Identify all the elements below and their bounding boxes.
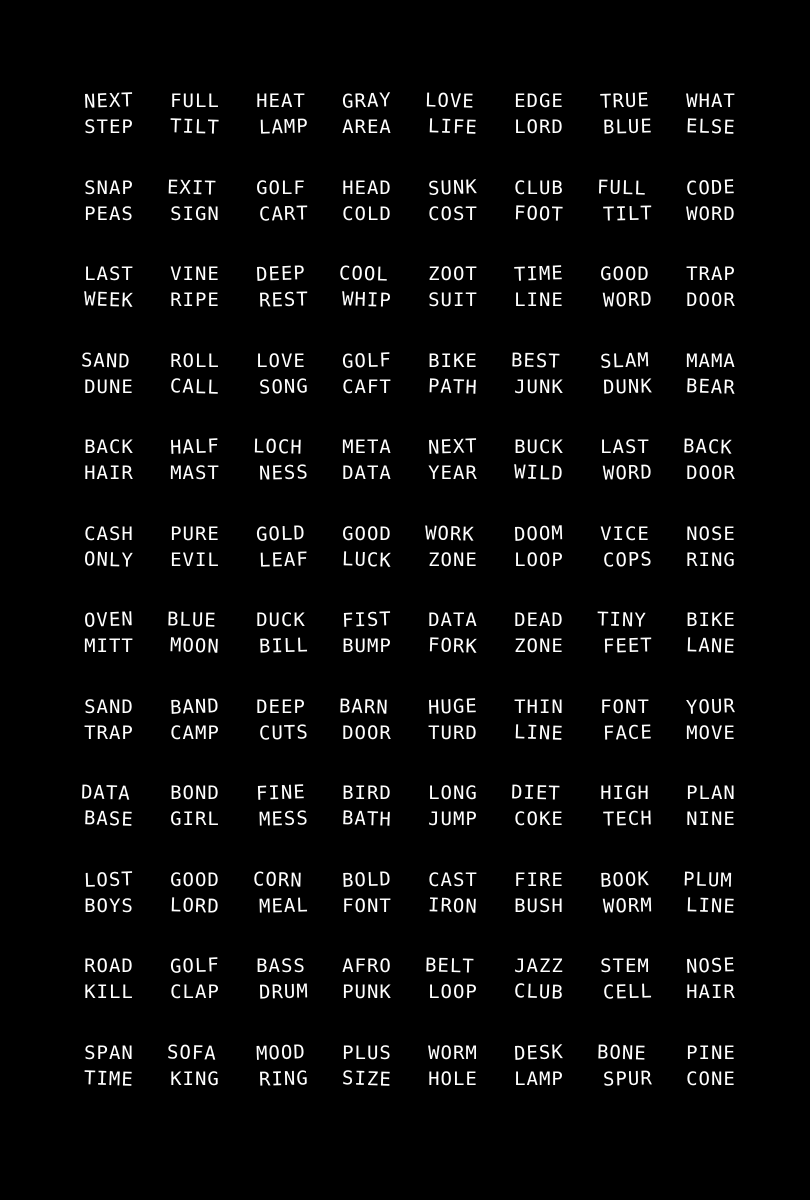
- word-pair-cell: [496, 261, 582, 348]
- word-top: BEST: [510, 348, 562, 373]
- word-bottom: LORD: [514, 116, 564, 138]
- word-top: DOOM: [513, 521, 565, 546]
- word-top: WORM: [428, 1041, 478, 1064]
- word-pair-cell: [582, 694, 668, 781]
- word-pair-cell: [582, 953, 668, 1040]
- word-top: CAST: [428, 868, 478, 891]
- word-top: SAND: [84, 695, 134, 718]
- word-bottom: LINE: [513, 720, 565, 745]
- word-bottom: DOOR: [686, 462, 736, 484]
- word-bottom: FORK: [427, 634, 479, 658]
- word-pair-cell: [582, 607, 668, 694]
- word-top: GOOD: [342, 522, 392, 545]
- word-pair-cell: [496, 88, 582, 175]
- word-top: CORN: [252, 867, 304, 892]
- word-pair-cell: [582, 175, 668, 262]
- word-pair-cell: [496, 348, 582, 435]
- word-bottom: LUCK: [341, 547, 393, 572]
- word-top: GOLF: [256, 176, 306, 199]
- word-top: TRUE: [599, 89, 651, 113]
- word-bottom: REST: [258, 288, 310, 312]
- word-pair-cell: [410, 434, 496, 521]
- word-pair-cell: [410, 953, 496, 1040]
- word-bottom: RIPE: [170, 289, 220, 311]
- word-bottom: LEAF: [258, 547, 310, 572]
- word-bottom: CELL: [602, 980, 654, 1004]
- word-bottom: TILT: [169, 115, 221, 139]
- word-pair-cell: [66, 867, 152, 954]
- word-pair-cell: [324, 1040, 410, 1127]
- word-bottom: HAIR: [84, 462, 134, 484]
- word-bottom: IRON: [427, 893, 479, 918]
- word-top: LAST: [600, 436, 650, 458]
- word-top: LAST: [84, 263, 134, 285]
- word-top: BARN: [338, 694, 390, 719]
- word-bottom: SIGN: [170, 202, 220, 225]
- word-bottom: DOOR: [342, 721, 392, 744]
- word-bottom: FACE: [602, 720, 654, 745]
- word-pair-cell: [668, 434, 754, 521]
- word-pair-cell: [496, 607, 582, 694]
- word-pair-cell: [152, 348, 238, 435]
- word-pair-cell: [238, 434, 324, 521]
- word-bottom: BUSH: [514, 894, 564, 917]
- word-bottom: COPS: [602, 547, 654, 572]
- word-pair-cell: [152, 521, 238, 608]
- word-top: SLAM: [599, 348, 651, 373]
- word-bottom: NESS: [258, 461, 310, 485]
- word-top: FULL: [170, 90, 220, 112]
- word-bottom: COKE: [514, 808, 564, 830]
- word-top: NEXT: [83, 89, 135, 113]
- word-top: CODE: [685, 175, 737, 200]
- word-pair-cell: [152, 1040, 238, 1127]
- word-bottom: CART: [258, 201, 310, 226]
- word-pair-cell: [668, 348, 754, 435]
- word-top: EXIT: [166, 175, 218, 200]
- word-bottom: KING: [170, 1067, 220, 1090]
- word-top: GOLD: [255, 521, 307, 546]
- word-bottom: SONG: [258, 374, 310, 399]
- word-bottom: DUNK: [602, 374, 654, 399]
- word-top: BUCK: [514, 436, 564, 458]
- word-bottom: JUMP: [428, 808, 478, 830]
- word-pair-cell: [152, 953, 238, 1040]
- word-bottom: COST: [428, 202, 478, 225]
- word-pair-cell: [152, 434, 238, 521]
- word-bottom: BOYS: [84, 894, 134, 917]
- word-bottom: STEP: [84, 116, 134, 138]
- word-bottom: CUTS: [258, 720, 310, 745]
- word-top: WORK: [424, 521, 476, 546]
- word-top: FINE: [255, 781, 307, 805]
- word-pair-cell: [496, 434, 582, 521]
- word-bottom: LAMP: [258, 115, 310, 139]
- word-bottom: BUMP: [342, 635, 392, 657]
- word-top: ZOOT: [428, 263, 478, 285]
- word-top: JAZZ: [514, 955, 564, 977]
- word-bottom: MEAL: [258, 893, 310, 918]
- word-bottom: NINE: [686, 808, 736, 830]
- word-top: COOL: [338, 262, 390, 286]
- word-bottom: CONE: [686, 1067, 736, 1090]
- word-bottom: LINE: [514, 289, 564, 311]
- word-top: AFRO: [342, 955, 392, 977]
- word-pair-cell: [66, 953, 152, 1040]
- word-pair-cell: [66, 175, 152, 262]
- word-top: NEXT: [427, 435, 479, 459]
- word-top: ROLL: [170, 349, 220, 372]
- word-bottom: CAFT: [342, 375, 392, 398]
- word-top: GOOD: [600, 263, 650, 285]
- word-bottom: MITT: [84, 635, 134, 657]
- word-bottom: EVIL: [170, 548, 220, 571]
- word-top: FIST: [341, 608, 393, 632]
- word-top: DESK: [513, 1040, 565, 1065]
- word-pair-cell: [582, 348, 668, 435]
- word-bottom: WORD: [602, 461, 654, 485]
- word-bottom: BASE: [83, 807, 135, 831]
- word-bottom: TRAP: [84, 721, 134, 744]
- word-top: YOUR: [685, 694, 737, 719]
- word-pair-cell: [582, 261, 668, 348]
- word-bottom: SUIT: [428, 289, 478, 311]
- word-pair-cell: [324, 780, 410, 867]
- word-pair-cell: [582, 780, 668, 867]
- word-top: DATA: [80, 781, 132, 805]
- word-top: LOCH: [252, 435, 304, 459]
- word-bottom: LANE: [685, 634, 737, 658]
- word-bottom: WORD: [602, 288, 654, 312]
- word-pair-cell: [66, 694, 152, 781]
- word-bottom: MOVE: [686, 721, 736, 744]
- word-pair-cell: [496, 953, 582, 1040]
- word-bottom: TECH: [602, 807, 654, 831]
- word-pair-cell: [324, 953, 410, 1040]
- word-top: HEAD: [342, 176, 392, 199]
- word-top: LOVE: [424, 89, 476, 113]
- word-bottom: DRUM: [258, 980, 310, 1004]
- word-top: SPAN: [84, 1041, 134, 1064]
- word-bottom: WILD: [513, 461, 565, 485]
- word-top: BASS: [256, 955, 306, 977]
- word-top: GRAY: [341, 89, 393, 113]
- word-bottom: PEAS: [84, 202, 134, 225]
- word-pair-cell: [152, 607, 238, 694]
- word-pair-cell: [668, 780, 754, 867]
- word-pair-cell: [410, 780, 496, 867]
- word-pair-cell: [238, 88, 324, 175]
- word-top: LOVE: [256, 349, 306, 372]
- word-pair-cell: [324, 867, 410, 954]
- word-bottom: CLUB: [513, 980, 565, 1004]
- word-bottom: FOOT: [513, 201, 565, 226]
- word-top: BLUE: [166, 608, 218, 632]
- word-top: BIKE: [686, 609, 736, 631]
- word-pair-cell: [668, 694, 754, 781]
- word-bottom: CALL: [169, 374, 221, 399]
- word-bottom: LIFE: [427, 115, 479, 139]
- word-pair-cell: [668, 521, 754, 608]
- word-pair-cell: [66, 261, 152, 348]
- word-pair-cell: [668, 953, 754, 1040]
- word-bottom: YEAR: [428, 462, 478, 484]
- word-pair-cell: [324, 175, 410, 262]
- word-bottom: TURD: [428, 721, 478, 744]
- word-pair-cell: [152, 175, 238, 262]
- word-top: OVEN: [83, 608, 135, 632]
- word-top: NOSE: [686, 522, 736, 545]
- word-pair-cell: [66, 434, 152, 521]
- word-pair-cell: [324, 607, 410, 694]
- word-pair-cell: [496, 867, 582, 954]
- word-top: HALF: [169, 435, 221, 459]
- word-top: LOST: [83, 867, 135, 892]
- word-pair-cell: [324, 261, 410, 348]
- word-pair-cell: [582, 521, 668, 608]
- word-bottom: BATH: [341, 807, 393, 831]
- word-pair-cell: [410, 1040, 496, 1127]
- word-top: PINE: [686, 1041, 736, 1064]
- word-bottom: LORD: [169, 893, 221, 918]
- word-top: META: [342, 436, 392, 458]
- word-bottom: CLAP: [170, 981, 220, 1003]
- word-pair-cell: [496, 780, 582, 867]
- word-top: EDGE: [514, 90, 564, 112]
- word-pair-cell: [238, 780, 324, 867]
- word-bottom: SIZE: [341, 1066, 393, 1091]
- word-pair-cell: [668, 175, 754, 262]
- word-top: WHAT: [686, 90, 736, 112]
- word-pair-cell: [324, 348, 410, 435]
- word-top: BELT: [424, 954, 476, 978]
- word-top: PLUM: [682, 867, 734, 892]
- word-bottom: CAMP: [170, 721, 220, 744]
- word-pair-cell: [66, 607, 152, 694]
- word-pair-cell: [496, 175, 582, 262]
- word-pair-cell: [152, 780, 238, 867]
- word-bottom: FEET: [602, 634, 654, 658]
- word-pair-cell: [152, 88, 238, 175]
- word-pair-cell: [668, 261, 754, 348]
- word-top: SOFA: [166, 1040, 218, 1065]
- word-top: SAND: [80, 348, 132, 373]
- word-pair-cell: [582, 434, 668, 521]
- word-top: BOND: [170, 782, 220, 804]
- word-pair-cell: [410, 261, 496, 348]
- word-bottom: TIME: [83, 1066, 135, 1091]
- word-bottom: LOOP: [428, 981, 478, 1003]
- word-pair-cell: [66, 1040, 152, 1127]
- word-top: VINE: [170, 263, 220, 285]
- word-bottom: TILT: [602, 201, 654, 226]
- word-bottom: HOLE: [428, 1067, 478, 1090]
- word-top: HIGH: [600, 782, 650, 804]
- word-pair-cell: [496, 694, 582, 781]
- word-pair-cell: [238, 694, 324, 781]
- word-bottom: WHIP: [341, 288, 393, 312]
- word-pair-cell: [668, 88, 754, 175]
- word-top: HUGE: [427, 694, 479, 719]
- word-bottom: DATA: [342, 462, 392, 484]
- word-bottom: LINE: [685, 893, 737, 918]
- word-top: BAND: [169, 694, 221, 719]
- word-bottom: LOOP: [514, 548, 564, 571]
- word-top: GOOD: [170, 868, 220, 891]
- word-top: BOLD: [341, 867, 393, 892]
- word-pair-cell: [668, 1040, 754, 1127]
- word-top: BIRD: [342, 782, 392, 804]
- word-top: TRAP: [686, 263, 736, 285]
- word-bottom: LAMP: [514, 1067, 564, 1090]
- word-grid: [66, 88, 756, 1126]
- word-top: PLAN: [686, 782, 736, 804]
- word-bottom: ZONE: [514, 635, 564, 657]
- word-bottom: WEEK: [83, 288, 135, 312]
- word-top: DEEP: [256, 695, 306, 718]
- word-top: ROAD: [84, 955, 134, 977]
- word-top: VICE: [600, 522, 650, 545]
- word-top: SNAP: [84, 176, 134, 199]
- word-pair-cell: [668, 607, 754, 694]
- word-top: FIRE: [514, 868, 564, 891]
- word-top: FONT: [600, 695, 650, 718]
- word-pair-cell: [582, 867, 668, 954]
- word-top: GOLF: [169, 954, 221, 978]
- word-top: FULL: [596, 175, 648, 200]
- word-bottom: ELSE: [685, 115, 737, 139]
- word-pair-cell: [410, 694, 496, 781]
- word-bottom: WORM: [602, 893, 654, 918]
- word-bottom: GIRL: [170, 808, 220, 830]
- word-top: TINY: [596, 608, 648, 632]
- word-top: BONE: [596, 1040, 648, 1065]
- word-bottom: BLUE: [602, 115, 654, 139]
- word-top: PURE: [170, 522, 220, 545]
- word-pair-cell: [66, 521, 152, 608]
- word-bottom: MESS: [258, 807, 310, 831]
- word-top: BACK: [84, 436, 134, 458]
- word-bottom: PATH: [427, 374, 479, 399]
- word-pair-cell: [324, 521, 410, 608]
- word-pair-cell: [238, 348, 324, 435]
- word-pair-cell: [582, 88, 668, 175]
- word-pair-cell: [410, 867, 496, 954]
- word-pair-cell: [668, 867, 754, 954]
- word-bottom: SPUR: [602, 1066, 654, 1091]
- word-bottom: FONT: [342, 894, 392, 917]
- word-top: PLUS: [342, 1041, 392, 1064]
- word-pair-cell: [410, 175, 496, 262]
- word-pair-cell: [66, 88, 152, 175]
- word-pair-cell: [324, 694, 410, 781]
- word-pair-cell: [238, 867, 324, 954]
- word-pair-cell: [410, 521, 496, 608]
- word-top: DATA: [428, 609, 478, 631]
- word-bottom: RING: [258, 1066, 310, 1091]
- word-top: BOOK: [599, 867, 651, 892]
- word-bottom: DUNE: [84, 375, 134, 398]
- word-top: THIN: [514, 695, 564, 718]
- word-top: SUNK: [427, 175, 479, 200]
- word-pair-cell: [152, 694, 238, 781]
- word-bottom: BILL: [258, 634, 310, 658]
- word-top: TIME: [513, 262, 565, 286]
- word-bottom: DOOR: [686, 289, 736, 311]
- word-bottom: BEAR: [685, 374, 737, 399]
- word-pair-cell: [410, 348, 496, 435]
- word-pair-cell: [324, 88, 410, 175]
- word-bottom: KILL: [84, 981, 134, 1003]
- word-pair-cell: [152, 867, 238, 954]
- word-bottom: ONLY: [83, 547, 135, 572]
- word-top: STEM: [600, 955, 650, 977]
- word-pair-cell: [238, 521, 324, 608]
- word-top: LONG: [428, 782, 478, 804]
- word-pair-cell: [324, 434, 410, 521]
- word-top: HEAT: [256, 90, 306, 112]
- word-pair-cell: [66, 780, 152, 867]
- word-bottom: JUNK: [514, 375, 564, 398]
- word-bottom: COLD: [342, 202, 392, 225]
- word-top: DEAD: [514, 609, 564, 631]
- word-pair-cell: [66, 348, 152, 435]
- word-bottom: MOON: [169, 634, 221, 658]
- word-bottom: AREA: [342, 116, 392, 138]
- word-top: MOOD: [255, 1040, 307, 1065]
- word-top: MAMA: [686, 349, 736, 372]
- word-top: DEEP: [255, 262, 307, 286]
- word-pair-cell: [496, 521, 582, 608]
- word-bottom: RING: [686, 548, 736, 571]
- word-pair-cell: [582, 1040, 668, 1127]
- word-pair-cell: [152, 261, 238, 348]
- word-bottom: HAIR: [686, 981, 736, 1003]
- word-top: NOSE: [685, 954, 737, 978]
- word-pair-cell: [238, 607, 324, 694]
- word-top: DIET: [510, 781, 562, 805]
- word-pair-cell: [410, 607, 496, 694]
- word-bottom: WORD: [686, 202, 736, 225]
- word-top: BACK: [682, 435, 734, 459]
- word-pair-cell: [410, 88, 496, 175]
- word-top: DUCK: [256, 609, 306, 631]
- word-bottom: MAST: [170, 462, 220, 484]
- word-pair-cell: [238, 953, 324, 1040]
- word-pair-cell: [238, 261, 324, 348]
- word-pair-cell: [238, 1040, 324, 1127]
- word-top: GOLF: [341, 348, 393, 373]
- word-bottom: PUNK: [342, 981, 392, 1003]
- word-pair-cell: [238, 175, 324, 262]
- word-top: CLUB: [514, 176, 564, 199]
- word-pair-cell: [496, 1040, 582, 1127]
- word-bottom: ZONE: [428, 548, 478, 571]
- word-top: BIKE: [428, 349, 478, 372]
- word-top: CASH: [84, 522, 134, 545]
